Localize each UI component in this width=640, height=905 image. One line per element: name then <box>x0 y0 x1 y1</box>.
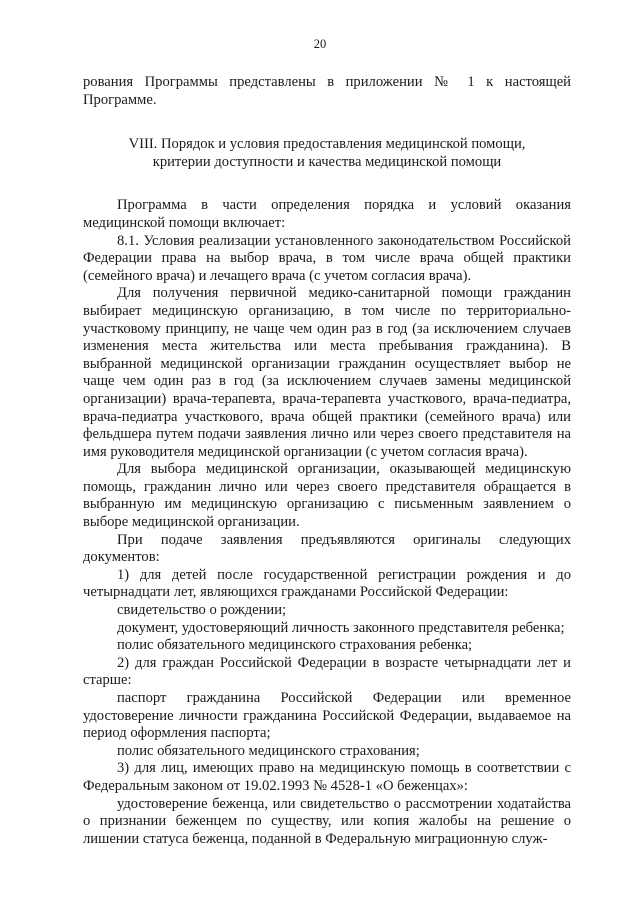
list-item: удостоверение беженца, или свидетельство о рассмотрении ходатайства о признании беженцем по существу, или копия жалобы на решение о лишении статуса беженца, поданной в Федеральную миграционную служ- <box>83 795 571 847</box>
paragraph: При подаче заявления предъявляются оригиналы следующих документов: <box>83 531 571 566</box>
paragraph-continuation: рования Программы представлены в приложении № 1 к настоящей Программе. <box>83 74 571 108</box>
list-item: документ, удостоверяющий личность законного представителя ребенка; <box>117 619 565 636</box>
list-item: свидетельство о рождении; <box>117 602 287 619</box>
list-item: паспорт гражданина Российской Федерации или временное удостоверение личности гражданина Российской Федерации, выдаваемое на период оформления паспорта; <box>83 690 571 742</box>
page-content <box>83 74 571 848</box>
section-heading-line-1: VIII. Порядок и условия предоставления медицинской помощи, <box>128 136 526 153</box>
list-item: 3) для лиц, имеющих право на медицинскую помощь в соответствии с Федеральным законом от 19.02.1993 № 4528-1 «О беженцах»: <box>83 760 571 794</box>
paragraph: Программа в части определения порядка и условий оказания медицинской помощи включает: <box>83 197 571 231</box>
page-number: 20 <box>313 37 327 51</box>
paragraph: Для получения первичной медико-санитарной помощи гражданин выбирает медицинскую организацию, в том числе по территориально-участковому принципу, не чаще чем один раз в год (за исключением случаев изменения места жительства или места пребывания гражданина). В выбранной медицинской организации гражданин осуществляет выбор не чаще чем один раз в год (за исключением случаев замены медицинской организации) врача-терапевта, врача-терапевта участкового, врача-педиатра, врача-педиатра участкового, врача общей практики (семейного врача) или фельдшера путем подачи заявления лично или через своего представителя на имя руководителя медицинской организации (с учетом согласия врача). <box>83 285 571 460</box>
paragraph: 8.1. Условия реализации установленного законодательством Российской Федерации права на выбор врача, в том числе врача общей практики (семейного врача) и лечащего врача (с учетом согласия врача). <box>83 232 571 284</box>
list-item: 1) для детей после государственной регистрации рождения и до четырнадцати лет, являющихся гражданами Российской Федерации: <box>83 566 571 601</box>
list-item: полис обязательного медицинского страхования ребенка; <box>117 637 473 654</box>
list-item: 2) для граждан Российской Федерации в возрасте четырнадцати лет и старше: <box>83 654 571 689</box>
list-item: полис обязательного медицинского страхования; <box>117 742 420 759</box>
section-heading <box>83 136 571 171</box>
paragraph: Для выбора медицинской организации, оказывающей медицинскую помощь, гражданин лично или через своего представителя обращается в выбранную им медицинскую организацию с письменным заявлением о выборе медицинской организации. <box>83 461 571 531</box>
section-heading-line-2: критерии доступности и качества медицинской помощи <box>152 153 502 170</box>
